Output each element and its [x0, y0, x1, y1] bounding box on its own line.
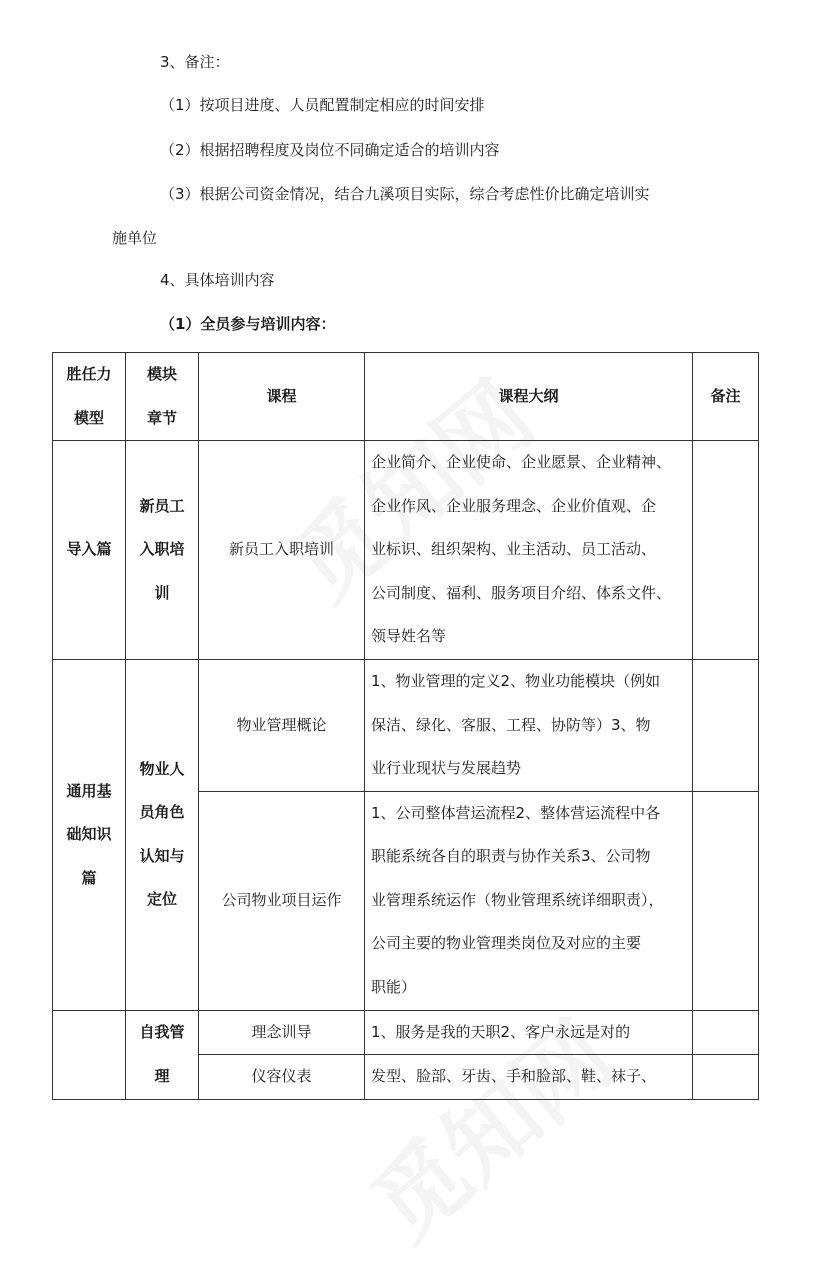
- table-header-row: [53, 353, 759, 441]
- chapter-text: 入职培: [139, 540, 185, 559]
- outline-line: 企业简介、企业使命、企业愿景、企业精神、: [371, 453, 672, 472]
- course-cell: 仪容仪表: [199, 1055, 365, 1100]
- outline-line: 业标识、组织架构、业主活动、员工活动、: [371, 540, 657, 559]
- chapter-text: 认知与: [139, 846, 185, 865]
- chapter-text: 员角色: [139, 803, 185, 822]
- section-4-subheading: （1）全员参与培训内容：: [160, 315, 336, 333]
- model-text: 篇: [81, 868, 97, 887]
- chapter-text: 自我管: [139, 1023, 185, 1041]
- header-competency-model: [53, 353, 126, 441]
- outline-cell: [365, 441, 693, 660]
- course-cell: 公司物业项目运作: [199, 791, 365, 1010]
- remark-cell: [693, 1055, 759, 1100]
- outline-line: 公司制度、福利、服务项目介绍、体系文件、: [371, 583, 672, 602]
- notes-item-3-line-2: 施单位: [112, 229, 158, 247]
- header-text: 胜任力: [66, 365, 112, 383]
- model-cell: [53, 660, 126, 1011]
- remark-cell: [693, 660, 759, 792]
- section-4-heading: 4、具体培训内容: [160, 271, 275, 289]
- model-cell: 导入篇: [53, 441, 126, 660]
- model-text: 础知识: [66, 825, 112, 843]
- outline-line: 领导姓名等: [371, 627, 447, 646]
- outline-line: 职能系统各自的职责与协作关系3、公司物: [371, 847, 651, 866]
- header-course: 课程: [199, 353, 365, 441]
- course-cell: 理念训导: [199, 1010, 365, 1055]
- header-text: 模型: [73, 408, 104, 427]
- notes-item-2: （2）根据招聘程度及岗位不同确定适合的培训内容: [160, 141, 500, 159]
- outline-line: 企业作风、企业服务理念、企业价值观、企: [371, 496, 657, 515]
- chapter-text: 训: [154, 583, 170, 602]
- outline-cell: [365, 791, 693, 1010]
- outline-line: 公司主要的物业管理类岗位及对应的主要: [371, 934, 642, 953]
- remark-cell: [693, 1010, 759, 1055]
- header-text: 章节: [146, 408, 177, 427]
- model-cell: [53, 1010, 126, 1099]
- outline-line: 职能）: [371, 977, 417, 996]
- table-row: [53, 660, 759, 792]
- chapter-text: 定位: [146, 890, 177, 909]
- chapter-cell: [126, 660, 199, 1011]
- outline-cell: 1、服务是我的天职2、客户永远是对的: [365, 1010, 693, 1055]
- table-row: [53, 1010, 759, 1055]
- notes-item-3-line-1: （3）根据公司资金情况，结合九溪项目实际，综合考虑性价比确定培训实: [160, 185, 650, 203]
- outline-cell: 发型、脸部、牙齿、手和脸部、鞋、袜子、: [365, 1055, 693, 1100]
- course-cell: 新员工入职培训: [199, 441, 365, 660]
- table-row: [53, 441, 759, 660]
- chapter-text: 理: [154, 1066, 170, 1085]
- chapter-text: 物业人: [139, 759, 185, 778]
- outline-line: 业管理系统运作（物业管理系统详细职责），: [371, 890, 664, 909]
- course-cell: 物业管理概论: [199, 660, 365, 792]
- model-text: 通用基: [66, 781, 112, 800]
- outline-line: 业行业现状与发展趋势: [371, 759, 522, 777]
- outline-line: 保洁、绿化、客服、工程、协防等）3、物: [371, 715, 651, 734]
- header-module-chapter: [126, 353, 199, 441]
- remark-cell: [693, 791, 759, 1010]
- chapter-cell: [126, 1010, 199, 1099]
- notes-item-1: （1）按项目进度、人员配置制定相应的时间安排: [160, 96, 485, 114]
- outline-cell: [365, 660, 693, 792]
- training-content-table: [52, 352, 759, 1100]
- header-text: 模块: [146, 365, 177, 383]
- remark-cell: [693, 441, 759, 660]
- header-outline: 课程大纲: [365, 353, 693, 441]
- chapter-text: 新员工: [139, 496, 185, 515]
- chapter-cell: [126, 441, 199, 660]
- outline-line: 1、物业管理的定义2、物业功能模块（例如: [371, 672, 661, 690]
- notes-heading: 3、备注：: [160, 53, 230, 71]
- header-remark: 备注: [693, 353, 759, 441]
- outline-line: 1、公司整体营运流程2、整体营运流程中各: [371, 803, 661, 822]
